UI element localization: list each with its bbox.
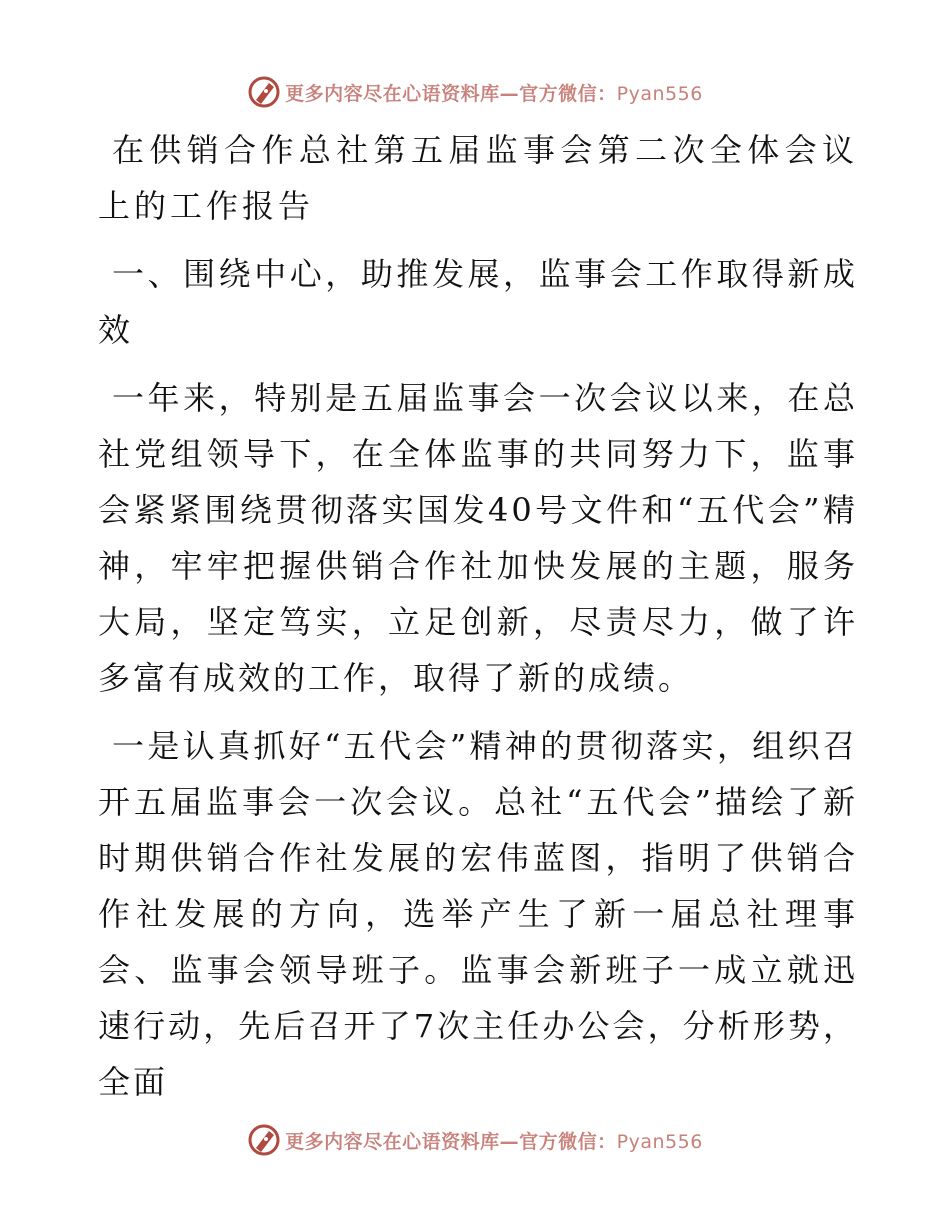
watermark-text: 更多内容尽在心语资料库—官方微信：Pyan556	[285, 1130, 703, 1153]
paragraph-2: 一是认真抓好“五代会”精神的贯彻落实，组织召开五届监事会一次会议。总社“五代会”描绘了新时期供销合作社发展的宏伟蓝图，指明了供销合作社发展的方向，选举产生了新一届总社理事会、监事会领导班子。监事会新班子一成立就迅速行动，先后召开了7次主任办公会，分析形势，全面	[98, 727, 858, 1101]
pen-nib-logo-icon	[247, 75, 281, 109]
document-title: 在供销合作总社第五届监事会第二次全体会议上的工作报告	[98, 131, 858, 225]
section-heading: 一、围绕中心，助推发展，监事会工作取得新成效	[98, 255, 858, 349]
watermark-text: 更多内容尽在心语资料库—官方微信：Pyan556	[285, 82, 703, 105]
watermark-header	[0, 72, 950, 112]
watermark-footer	[0, 1120, 950, 1160]
document-body	[98, 122, 858, 1122]
pen-nib-logo-icon	[247, 1123, 281, 1157]
paragraph-1: 一年来，特别是五届监事会一次会议以来，在总社党组领导下，在全体监事的共同努力下，监事会紧紧围绕贯彻落实国发40号文件和“五代会”精神，牢牢把握供销合作社加快发展的主题，服务大局，坚定笃实，立足创新，尽责尽力，做了许多富有成效的工作，取得了新的成绩。	[98, 379, 858, 697]
